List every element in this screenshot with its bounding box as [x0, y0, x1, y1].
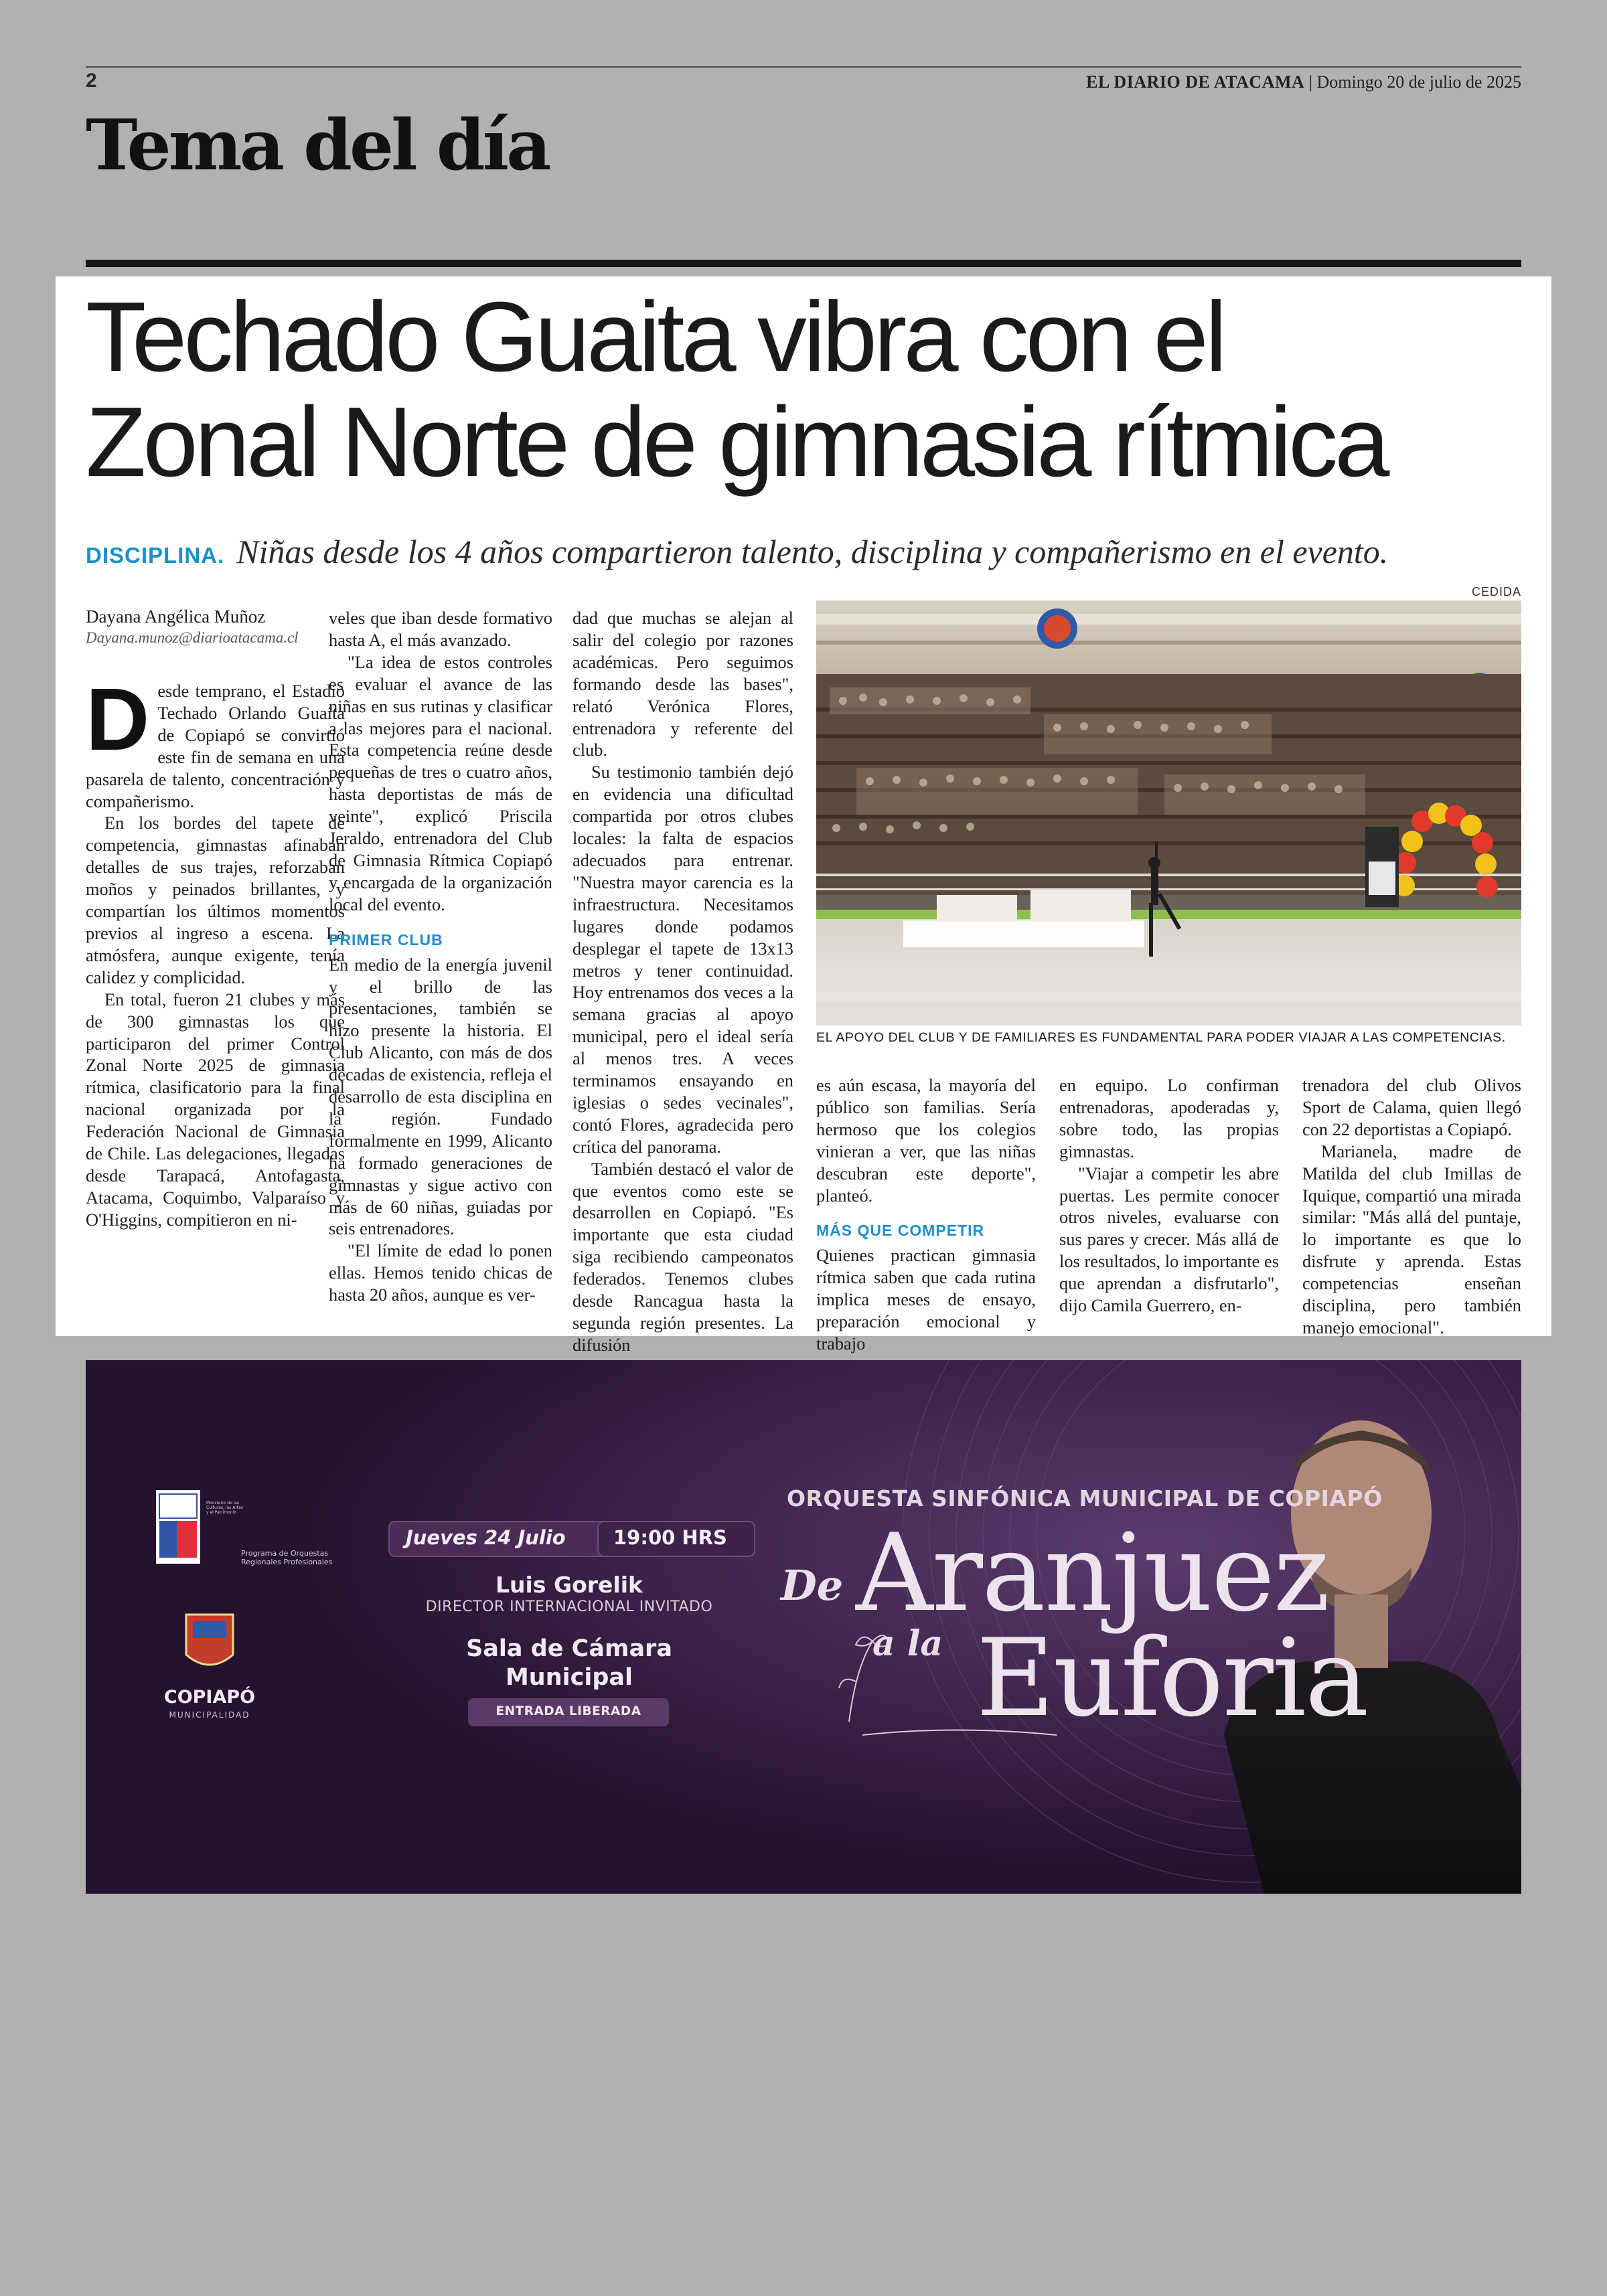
concert-advertisement[interactable] — [86, 1360, 1521, 1894]
kicker-text: Niñas desde los 4 años compartieron talento, disciplina y compañerismo en el evento. — [236, 533, 1389, 570]
orchestra-name: ORQUESTA SINFÓNICA MUNICIPAL DE COPIAPÓ — [787, 1485, 1383, 1511]
article-column-2 — [329, 607, 552, 1306]
gym-scene-illustration — [816, 600, 1521, 1026]
paragraph: dad que muchas se alejan al salir del colegio por razones académicas. Pero seguimos formando desde las bases", relató Verónica Flores, entrenadora y referente del club. — [572, 608, 793, 760]
headline — [86, 284, 1521, 495]
concert-title-de: De — [781, 1561, 844, 1610]
drop-cap: D — [86, 670, 150, 768]
concert-title-end: Euforia — [976, 1615, 1368, 1740]
author-name: Dayana Angélica Muñoz — [86, 606, 266, 627]
paper-name: EL DIARIO DE ATACAMA — [1086, 72, 1305, 92]
headline-line-2: Zonal Norte de gimnasia rítmica — [86, 387, 1387, 497]
paragraph: trenadora del club Olivos Sport de Calama, quien llegó con 22 deportistas a Copiapó. — [1302, 1075, 1521, 1139]
article-photo — [816, 600, 1521, 1026]
article-column-1 — [86, 606, 345, 1231]
article-column-6 — [1302, 1074, 1521, 1339]
subhead-mas-que-competir: MÁS QUE COMPETIR — [816, 1222, 985, 1240]
municipality-subtitle: MUNICIPALIDAD — [169, 1710, 250, 1720]
paragraph: En medio de la energía juvenil y el brillo de las presentaciones, también se hizo presente la historia. El Club Alicanto, con más de dos décadas de existencia, refleja el desarrollo de esta disciplina en la región. Fundado formalmente en 1999, Alicanto ha formado generaciones de gimnastas y sigue activo con más de 60 niñas, guiadas por seis entrenadores. — [329, 954, 552, 1239]
kicker — [86, 532, 1388, 571]
venue — [388, 1635, 750, 1692]
paragraph: "Viajar a competir les abre puertas. Les permite conocer otros niveles, evaluarse con sus pares y crecer. Más allá de los resultados, lo importante es que aprendan a disfrutarlo", dijo Camila Guerrero, en- — [1059, 1163, 1279, 1316]
concert-title-main: Aranjuez — [856, 1510, 1329, 1635]
director-role: DIRECTOR INTERNACIONAL INVITADO — [425, 1598, 713, 1615]
section-title: Tema del día — [86, 104, 549, 186]
program-label — [241, 1549, 355, 1566]
author-email[interactable]: Dayana.munoz@diarioatacama.cl — [86, 629, 299, 646]
program-line-1: Programa de Orquestas — [241, 1549, 329, 1558]
headline-line-1: Techado Guaita vibra con el — [86, 282, 1224, 392]
paragraph: es aún escasa, la mayoría del público son familias. Sería hermoso que los colegios vinieran a ver, que las niñas descubran este deporte", planteó. — [816, 1075, 1036, 1206]
paragraph — [86, 670, 345, 812]
issue-date: | Domingo 20 de julio de 2025 — [1308, 72, 1521, 92]
section-rule — [86, 260, 1521, 267]
paragraph: Su testimonio también dejó en evidencia una dificultad compartida por otros clubes locales: la falta de espacios adecuados para entrenar. "Nuestra mayor carencia es la infraestructura. Necesitamos lugares donde podamos desplegar el tapete de 13x13 metros y tener continuidad. Hoy entrenamos dos veces a la semana gracias al apoyo municipal, pero el ideal sería al menos tres. A veces terminamos ensayando en iglesias o sedes vecinales", contó Flores, agradecida pero crítica del panorama. — [572, 762, 793, 1157]
paragraph: "La idea de estos controles es evaluar el avance de las niñas en sus rutinas y clasificar a las mejores para el nacional. Esta competencia reúne desde pequeñas de tres o cuatro años, hasta deportistas de más de veinte", explicó Priscila Jeraldo, entrenadora del Club de Gimnasia Rítmica Copiapó y encargada de la organización local del evento. — [329, 651, 552, 914]
municipality-name: COPIAPÓ — [163, 1687, 256, 1708]
paragraph: veles que iban desde formativo hasta A, el más avanzado. — [329, 608, 552, 650]
top-rule — [86, 66, 1521, 68]
paragraph-text: esde temprano, el Estadio Techado Orlando Guaita de Copiapó se convirtió este fin de semana en una pasarela de talento, concentración y compañerismo. — [86, 681, 345, 811]
paragraph: En total, fueron 21 clubes y más de 300 gimnastas los que participaron del primer Control Zonal Norte 2025 de gimnasia rítmica, clasificatorio para la final nacional organizada por la Federación Nacional de Gimnasia de Chile. Las delegaciones, llegadas desde Tarapacá, Antofagasta, Atacama, Coquimbo, Valparaíso y O'Higgins, compitieron en ni- — [86, 989, 345, 1230]
entry-label: ENTRADA LIBERADA — [495, 1704, 641, 1718]
paragraph: También destacó el valor de que eventos como este se desarrollen en Copiapó. "Es importante que esta ciudad siga recibiendo campeonatos federados. Tenemos clubes desde Rancagua hasta la segunda región presentes. La difusión — [572, 1158, 793, 1355]
paragraph: Marianela, madre de Matilda del club Imillas de Iquique, compartió una mirada similar: "Más allá del puntaje, lo importante es que lo disfrute y aprenda. Estas competencias enseñan disciplina, pero también manejo emocional". — [1302, 1141, 1521, 1337]
paragraph: En los bordes del tapete de competencia, gimnastas afinaban detalles de sus trajes, reforzaban moños y peinados brillantes, y compartían los últimos momentos previos al ingreso a escena. La atmósfera, aunque exigente, tenía calidez y complicidad. — [86, 813, 345, 987]
concert-title-ala: a la — [872, 1623, 943, 1664]
ministry-label: Ministerio de las Culturas, las Artes y el Patrimonio — [206, 1501, 244, 1515]
event-date: Jueves 24 Julio — [406, 1526, 566, 1549]
photo-credit: CEDIDA — [1471, 585, 1521, 598]
subhead-primer-club: PRIMER CLUB — [329, 930, 443, 949]
page-number: 2 — [86, 70, 97, 92]
venue-line-1: Sala de Cámara — [466, 1635, 672, 1662]
paragraph: "El límite de edad lo ponen ellas. Hemos tenido chicas de hasta 20 años, aunque es ver- — [329, 1240, 552, 1305]
event-time: 19:00 HRS — [613, 1526, 727, 1549]
kicker-tag: DISCIPLINA. — [86, 543, 225, 568]
program-line-2: Regionales Profesionales — [241, 1558, 333, 1566]
paragraph: en equipo. Lo confirman entrenadoras, apoderadas y, sobre todo, las propias gimnastas. — [1059, 1075, 1279, 1161]
venue-line-2: Municipal — [505, 1664, 633, 1691]
article-column-3 — [572, 607, 793, 1356]
photo-caption: EL APOYO DEL CLUB Y DE FAMILIARES ES FUNDAMENTAL PARA PODER VIAJAR A LAS COMPETENCIAS. — [816, 1030, 1506, 1045]
masthead — [1086, 72, 1521, 92]
article-column-5 — [1059, 1074, 1279, 1317]
article-column-4 — [816, 1074, 1036, 1355]
director-name: Luis Gorelik — [495, 1572, 643, 1598]
paragraph: Quienes practican gimnasia rítmica saben que cada rutina implica meses de ensayo, preparación emocional y trabajo — [816, 1245, 1036, 1354]
